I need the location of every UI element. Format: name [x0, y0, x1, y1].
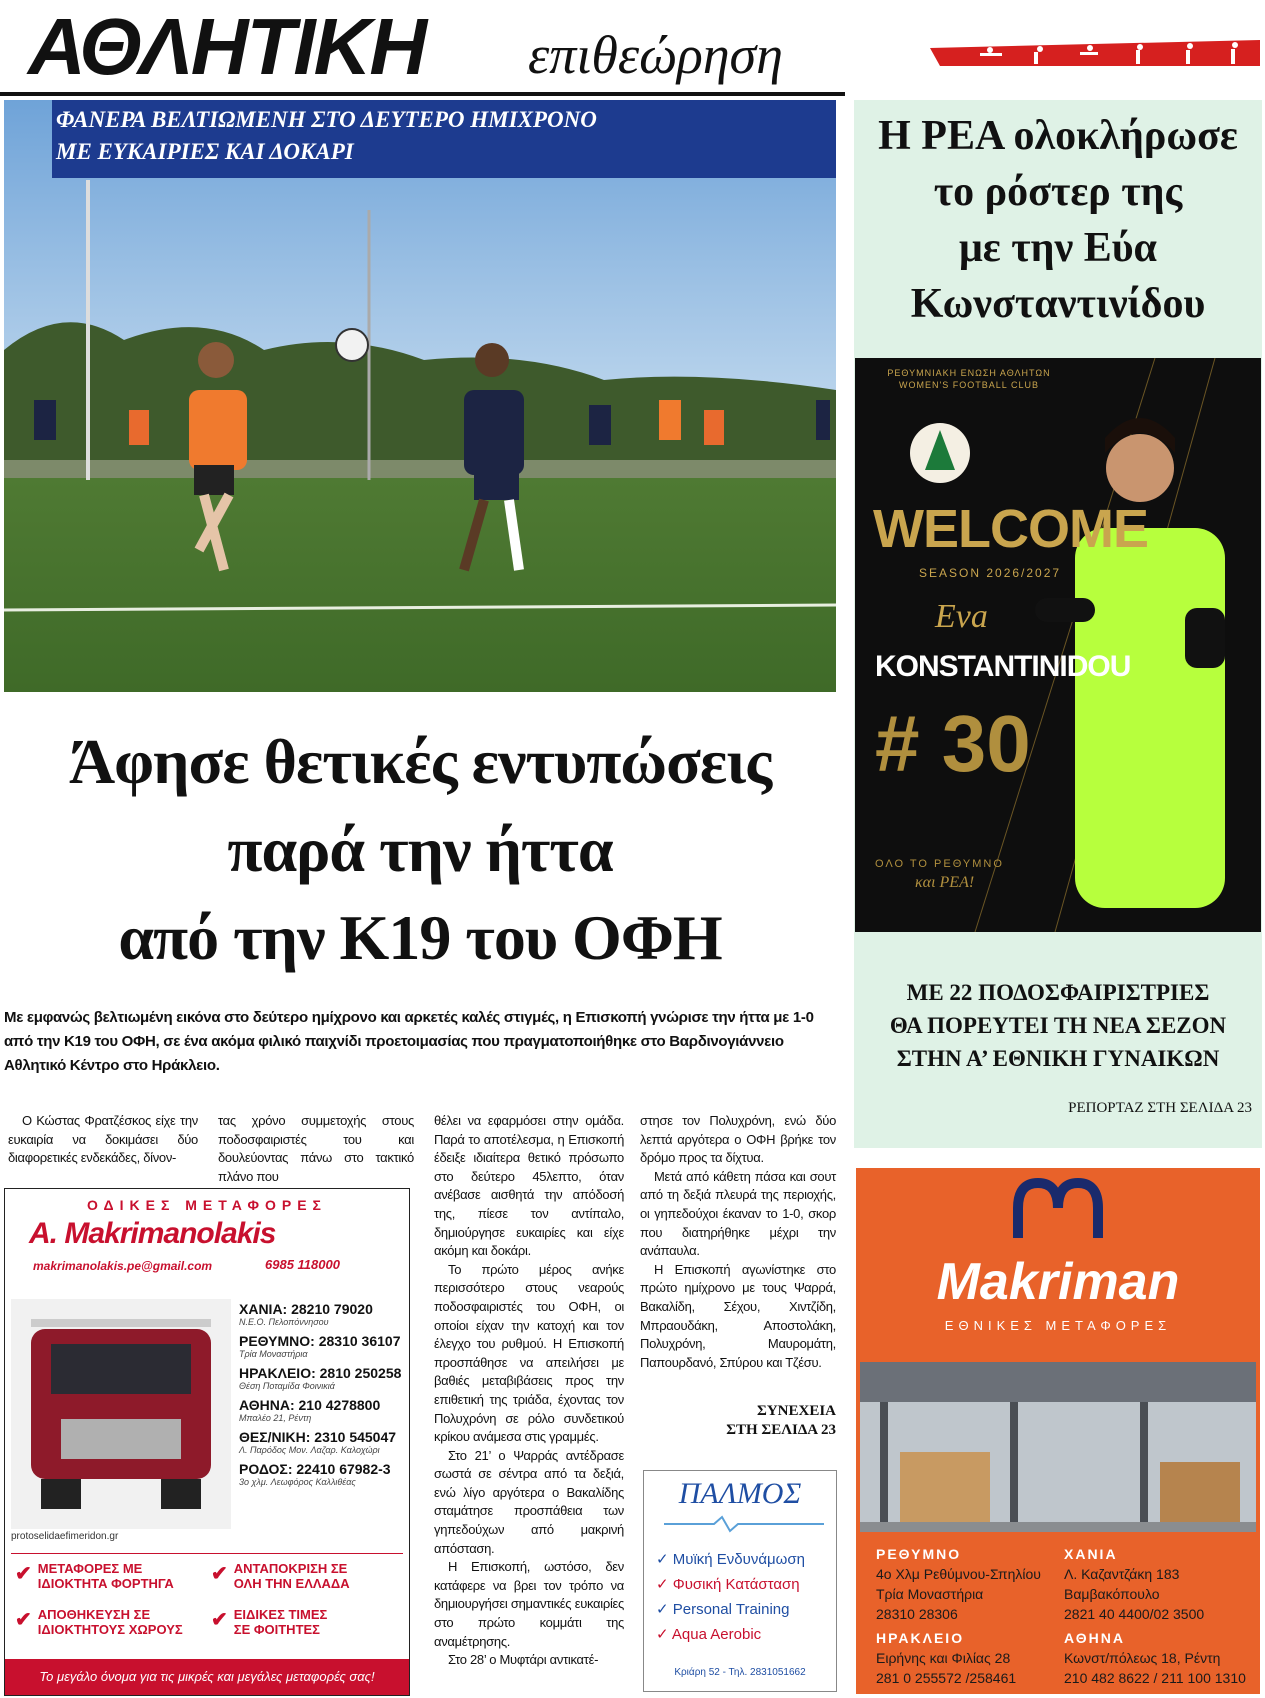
paragraph: Ο Κώστας Φρατζέσκος είχε την ευκαιρία να δοκιμάσει δύο διαφορετικές ενδεκάδες, δίνον- — [8, 1113, 198, 1166]
contact-item — [239, 1333, 405, 1359]
feature-label: ΑΝΤΑΠΟΚΡΙΣΗ ΣΕ ΟΛΗ ΤΗΝ ΕΛΛΑΔΑ — [233, 1561, 350, 1591]
sports-figures-stripe — [930, 40, 1260, 66]
check-icon: ✔ — [15, 1563, 32, 1585]
branch-city: ΧΑΝΙΑ — [1064, 1546, 1118, 1562]
contact-city: ΡΕΘΥΜΝΟ: 28310 36107 — [239, 1333, 401, 1349]
masthead-subtitle: επιθεώρηση — [528, 25, 783, 85]
contact-item — [239, 1397, 405, 1423]
paragraph: Η Επισκοπή αγωνίστηκε στο πρώτο ημίχρονο με τους Ψαρρά, Βακαλίδη, Σέχου, Χιντζίδη, Μπραουδάκη, Αποστολάκη, Πολυχρόνη, Μαυρομάτη, Παπουρδανό, Σπύρου και Τζέσυ. — [640, 1261, 836, 1370]
rea-subheadline: ΜΕ 22 ΠΟΔΟΣΦΑΙΡΙΣΤΡΙΕΣ ΘΑ ΠΟΡΕΥΤΕΙ ΤΗ ΝΕΑ ΣΕΖΟΝ ΣΤΗΝ Α’ ΕΘΝΙΚΗ ΓΥΝΑΙΚΩΝ — [889, 980, 1227, 1071]
ad-divider — [11, 1553, 403, 1554]
poster-background — [855, 358, 1261, 932]
contact-item — [239, 1365, 405, 1391]
contact-item — [239, 1429, 405, 1455]
rea-report-note: ΡΕΠΟΡΤΑΖ ΣΤΗ ΣΕΛΙΔΑ 23 — [1068, 1100, 1252, 1116]
feature-item — [15, 1607, 205, 1637]
football-match-photo — [4, 100, 836, 692]
masthead-title: ΑΘΛΗΤΙΚΗ — [28, 2, 426, 91]
branch-item — [1064, 1628, 1258, 1688]
article-column-4 — [640, 1112, 836, 1372]
article-column-3 — [434, 1112, 624, 1690]
paragraph: θέλει να εφαρμόσει στην ομάδα. Παρά το αποτέλεσμα, η Επισκοπή έδειξε ιδιαίτερα θετικό πρόσωπο στο δεύτερο 45λεπτο, όταν ανέβασε αισθητά την απόδοσή της, πίεσε τον αντίπαλο, δημιούργησε ευκαιρίες και είχε ακόμη και δοκάρι. — [434, 1113, 624, 1259]
kicker-box — [52, 100, 836, 178]
poster-welcome: WELCOME — [873, 499, 1148, 559]
feature-item — [15, 1561, 205, 1591]
branch-city: ΗΡΑΚΛΕΙΟ — [876, 1630, 965, 1646]
contact-address: Θέση Ποταμίδα Φοινικιά — [239, 1381, 335, 1391]
check-icon: ✓ — [656, 1576, 673, 1593]
continued-note: ΣΥΝΕΧΕΙΑ ΣΤΗ ΣΕΛΙΔΑ 23 — [726, 1403, 836, 1438]
branch-item — [1064, 1544, 1254, 1624]
paragraph: Μετά από κάθετη πάσα και σουτ από τη δεξιά πλευρά της περιοχής, οι γηπεδούχοι έκαναν το 1-0, σκορ που διατηρήθηκε μέχρι την ανάπαυλα. — [640, 1168, 836, 1259]
masthead — [0, 0, 1265, 100]
palmos-footer: Κριάρη 52 - Τηλ. 2831051662 — [674, 1667, 806, 1678]
poster-number: # 30 — [875, 699, 1031, 788]
palmos-ad — [643, 1470, 837, 1692]
check-icon: ✓ — [656, 1626, 672, 1643]
service-item — [656, 1572, 832, 1597]
paragraph: τας χρόνο συμμετοχής στους ποδοσφαιριστές του και δουλεύοντας πάνω στο τακτικό πλάνο που — [218, 1113, 414, 1184]
ad-brand: A. Makrimanolakis — [29, 1217, 276, 1250]
branch-line: 210 482 8622 / 211 100 1310 — [1064, 1670, 1246, 1686]
branch-line: 4ο Χλμ Ρεθύμνου-Σπηλίου — [876, 1566, 1041, 1582]
ad-contacts — [239, 1301, 405, 1493]
feature-item — [211, 1561, 405, 1591]
check-icon: ✔ — [211, 1609, 228, 1631]
paragraph: Στο 21’ ο Ψαρράς αντέδρασε σωστά σε σέντρα από τα δεξιά, ενώ λίγο αργότερα ο Βακαλίδης σταμάτησε προσπάθεια των γηπεδούχων από μακρινή απόσταση. — [434, 1447, 624, 1556]
branch-item — [876, 1544, 1056, 1624]
service-label: Μυϊκή Ενδυνάμωση — [672, 1551, 805, 1568]
branch-line: 28310 28306 — [876, 1606, 958, 1622]
makriman-tagline: ΕΘΝΙΚΕΣ ΜΕΤΑΦΟΡΕΣ — [944, 1318, 1172, 1333]
paragraph: Το πρώτο μέρος ανήκε περισσότερο στους νεαρούς ποδοσφαιριστές του ΟΦΗ, οι οποίοι είχαν την κατοχή και τον έλεγχο του ρυθμού. Η Επισκοπή προσπάθησε να απειλήσει με βαθιές μεταβιβάσεις προς την επιθετική της τριάδα, έχοντας τον Πολυχρόνη σε ρόλο συνδετικού κρίκου ανάμεσα στις γραμμές. — [434, 1261, 624, 1445]
check-icon: ✔ — [211, 1563, 228, 1585]
contact-address: 3ο χλμ. Λεωφόρος Καλλιθέας — [239, 1477, 356, 1487]
contact-address: Τρία Μοναστήρια — [239, 1349, 308, 1359]
check-icon: ✓ — [656, 1601, 673, 1618]
branch-line: 281 0 255572 /258461 — [876, 1670, 1017, 1686]
service-item — [656, 1597, 832, 1622]
warehouse-photo — [860, 1362, 1256, 1532]
poster-footer2: και ΡΕΑ! — [915, 874, 975, 891]
service-label: Personal Training — [672, 1601, 790, 1618]
pulse-icon — [664, 1515, 824, 1533]
service-label: Φυσική Κατάσταση — [672, 1576, 800, 1593]
poster-footer1: ΟΛΟ ΤΟ ΡΕΘΥΜΝΟ — [875, 858, 1004, 870]
poster-club-line1: ΡΕΘΥΜΝΙΑΚΗ ΕΝΩΣΗ ΑΘΛΗΤΩΝ — [887, 368, 1051, 378]
ad-header: ΟΔΙΚΕΣ ΜΕΤΑΦΟΡΕΣ — [87, 1197, 327, 1213]
check-icon: ✔ — [15, 1609, 32, 1631]
kicker-text: ΦΑΝΕΡΑ ΒΕΛΤΙΩΜΕΝΗ ΣΤΟ ΔΕΥΤΕΡΟ ΗΜΙΧΡΟΝΟ ΜΕ ΕΥΚΑΙΡΙΕΣ ΚΑΙ ΔΟΚΑΡΙ — [56, 107, 597, 164]
feature-label: ΑΠΟΘΗΚΕΥΣΗ ΣΕ ΙΔΙΟΚΤΗΤΟΥΣ ΧΩΡΟΥΣ — [37, 1607, 183, 1637]
masthead-rule — [0, 92, 845, 96]
paragraph: στησε τον Πολυχρόνη, ενώ δύο λεπτά αργότερα ο ΟΦΗ βρήκε τον δρόμο προς τα δίχτυα. — [640, 1113, 836, 1166]
makriman-brand: Makriman — [936, 1253, 1180, 1311]
branch-line: Λ. Καζαντζάκη 183 — [1064, 1566, 1180, 1582]
contact-city: ΑΘΗΝΑ: 210 4278800 — [239, 1397, 381, 1413]
palmos-services — [656, 1547, 832, 1647]
palmos-brand: ΠΑΛΜΟΣ — [678, 1477, 802, 1510]
contact-address: Μπαλέο 21, Ρέντη — [239, 1413, 312, 1423]
poster-club-line2: WOMEN'S FOOTBALL CLUB — [899, 380, 1039, 390]
makriman-ad — [856, 1168, 1260, 1694]
poster-season: SEASON 2026/2027 — [919, 566, 1062, 580]
branch-city: ΡΕΘΥΜΝΟ — [876, 1546, 962, 1562]
makriman-logo-icon — [1008, 1178, 1108, 1248]
makrimanolakis-ad — [4, 1188, 410, 1696]
branch-item — [876, 1628, 1056, 1688]
contact-address: Ν.Ε.Ο. Πελοπόννησου — [239, 1317, 329, 1327]
branch-line: 2821 40 4400/02 3500 — [1064, 1606, 1205, 1622]
service-item — [656, 1622, 832, 1647]
article-headline: Άφησε θετικές εντυπώσεις παρά την ήττα από την Κ19 του ΟΦΗ — [68, 726, 772, 973]
paragraph: Στο 28’ ο Μυφτάρι αντικατέ- — [448, 1652, 599, 1668]
feature-item — [211, 1607, 405, 1637]
service-item — [656, 1547, 832, 1572]
poster-last-name: KONSTANTINIDOU — [875, 650, 1131, 683]
contact-city: ΡΟΔΟΣ: 22410 67982-3 — [239, 1461, 391, 1477]
rea-headline: Η ΡΕΑ ολοκλήρωσε το ρόστερ της με την Εύα Κωνσταντινίδου — [878, 113, 1238, 327]
ad-phone: 6985 118000 — [265, 1257, 340, 1272]
service-label: Aqua Aerobic — [671, 1626, 762, 1643]
branch-line: Κωνστ/πόλεως 18, Ρέντη — [1064, 1650, 1221, 1666]
paragraph: Η Επισκοπή, ωστόσο, δεν κατάφερε να βρει τον τρόπο να δημιουργήσει σημαντικές ευκαιρίες στο πρώτο κομμάτι της αναμέτρησης. — [434, 1559, 624, 1649]
article-column-2 — [218, 1112, 414, 1186]
rea-welcome-poster — [855, 358, 1261, 932]
poster-first-name: Eva — [935, 598, 988, 635]
ad-slogan: Το μεγάλο όνομα για τις μικρές και μεγάλες μεταφορές σας! — [5, 1659, 409, 1695]
contact-address: Λ. Παρόδος Μον. Λαζαρ. Καλοχώρι — [239, 1445, 380, 1455]
branch-line: Ειρήνης και Φιλίας 28 — [876, 1650, 1011, 1666]
contact-city: ΧΑΝΙΑ: 28210 79020 — [239, 1301, 373, 1317]
feature-label: ΜΕΤΑΦΟΡΕΣ ΜΕ ΙΔΙΟΚΤΗΤΑ ΦΟΡΤΗΓΑ — [37, 1561, 174, 1591]
ad-email: makrimanolakis.pe@gmail.com — [33, 1259, 213, 1273]
branch-city: ΑΘΗΝΑ — [1064, 1630, 1125, 1646]
branch-line: Τρία Μοναστήρια — [876, 1586, 984, 1602]
contact-item — [239, 1301, 405, 1327]
branch-line: Βαμβακόπουλο — [1064, 1586, 1160, 1602]
truck-illustration — [11, 1299, 231, 1529]
check-icon: ✓ — [656, 1551, 673, 1568]
feature-label: ΕΙΔΙΚΕΣ ΤΙΜΕΣ ΣΕ ΦΟΙΤΗΤΕΣ — [233, 1607, 328, 1637]
watermark-text: protoselidaefimeridon.gr — [11, 1531, 119, 1542]
article-column-1 — [8, 1112, 198, 1168]
contact-city: ΘΕΣ/ΝΙΚΗ: 2310 545047 — [239, 1429, 397, 1445]
contact-item — [239, 1461, 405, 1487]
contact-city: ΗΡΑΚΛΕΙΟ: 2810 250258 — [239, 1365, 402, 1381]
article-lead: Με εμφανώς βελτιωμένη εικόνα στο δεύτερο ημίχρονο και αρκετές καλές στιγμές, η Επισκοπή γνώρισε την ήττα με 1-0 από την Κ19 του ΟΦΗ, σε ένα ακόμα φιλικό παιχνίδι προετοιμασίας που πραγματοποιήθηκε στο Βαρδινογιάννειο Αθλητικό Κέντρο στο Ηράκλειο. — [4, 1009, 814, 1074]
